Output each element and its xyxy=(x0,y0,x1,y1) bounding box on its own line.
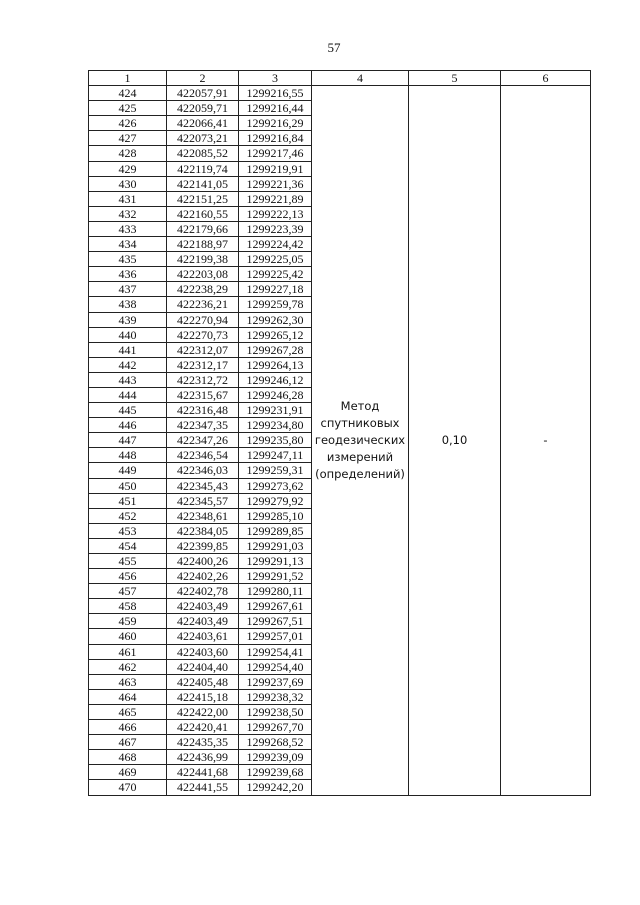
y-coordinate-cell: 1299238,32 xyxy=(239,689,312,704)
method-line: спутниковых xyxy=(320,415,400,430)
point-number-cell: 434 xyxy=(89,237,167,252)
y-coordinate-cell: 1299216,55 xyxy=(239,86,312,101)
point-number-cell: 446 xyxy=(89,418,167,433)
x-coordinate-cell: 422384,05 xyxy=(167,523,239,538)
y-coordinate-cell: 1299247,11 xyxy=(239,448,312,463)
x-coordinate-cell: 422236,21 xyxy=(167,297,239,312)
y-coordinate-cell: 1299246,12 xyxy=(239,372,312,387)
y-coordinate-cell: 1299239,68 xyxy=(239,765,312,780)
point-number-cell: 439 xyxy=(89,312,167,327)
point-number-cell: 441 xyxy=(89,342,167,357)
x-coordinate-cell: 422399,85 xyxy=(167,538,239,553)
x-coordinate-cell: 422160,55 xyxy=(167,206,239,221)
y-coordinate-cell: 1299291,52 xyxy=(239,569,312,584)
point-number-cell: 444 xyxy=(89,387,167,402)
point-number-cell: 455 xyxy=(89,554,167,569)
point-number-cell: 450 xyxy=(89,478,167,493)
y-coordinate-cell: 1299234,80 xyxy=(239,418,312,433)
point-number-cell: 425 xyxy=(89,101,167,116)
y-coordinate-cell: 1299291,13 xyxy=(239,554,312,569)
coordinates-table xyxy=(88,70,591,796)
x-coordinate-cell: 422402,26 xyxy=(167,569,239,584)
y-coordinate-cell: 1299280,11 xyxy=(239,584,312,599)
y-coordinate-cell: 1299246,28 xyxy=(239,387,312,402)
header-row xyxy=(89,71,591,86)
x-coordinate-cell: 422073,21 xyxy=(167,131,239,146)
x-coordinate-cell: 422316,48 xyxy=(167,403,239,418)
point-number-cell: 431 xyxy=(89,191,167,206)
point-number-cell: 433 xyxy=(89,221,167,236)
x-coordinate-cell: 422403,49 xyxy=(167,599,239,614)
point-number-cell: 460 xyxy=(89,629,167,644)
point-number-cell: 442 xyxy=(89,357,167,372)
point-number-cell: 451 xyxy=(89,493,167,508)
y-coordinate-cell: 1299221,36 xyxy=(239,176,312,191)
x-coordinate-cell: 422345,57 xyxy=(167,493,239,508)
point-number-cell: 464 xyxy=(89,689,167,704)
column-header: 1 xyxy=(89,71,167,86)
x-coordinate-cell: 422141,05 xyxy=(167,176,239,191)
y-coordinate-cell: 1299259,78 xyxy=(239,297,312,312)
point-number-cell: 453 xyxy=(89,523,167,538)
y-coordinate-cell: 1299231,91 xyxy=(239,403,312,418)
point-number-cell: 438 xyxy=(89,297,167,312)
x-coordinate-cell: 422415,18 xyxy=(167,689,239,704)
x-coordinate-cell: 422345,43 xyxy=(167,478,239,493)
point-number-cell: 426 xyxy=(89,116,167,131)
y-coordinate-cell: 1299279,92 xyxy=(239,493,312,508)
point-number-cell: 468 xyxy=(89,750,167,765)
y-coordinate-cell: 1299223,39 xyxy=(239,221,312,236)
point-number-cell: 458 xyxy=(89,599,167,614)
x-coordinate-cell: 422435,35 xyxy=(167,735,239,750)
y-coordinate-cell: 1299254,41 xyxy=(239,644,312,659)
point-number-cell: 454 xyxy=(89,538,167,553)
x-coordinate-cell: 422315,67 xyxy=(167,387,239,402)
y-coordinate-cell: 1299222,13 xyxy=(239,206,312,221)
y-coordinate-cell: 1299265,12 xyxy=(239,327,312,342)
point-number-cell: 436 xyxy=(89,267,167,282)
y-coordinate-cell: 1299225,42 xyxy=(239,267,312,282)
y-coordinate-cell: 1299273,62 xyxy=(239,478,312,493)
x-coordinate-cell: 422403,60 xyxy=(167,644,239,659)
y-coordinate-cell: 1299227,18 xyxy=(239,282,312,297)
x-coordinate-cell: 422403,49 xyxy=(167,614,239,629)
x-coordinate-cell: 422270,73 xyxy=(167,327,239,342)
x-coordinate-cell: 422119,74 xyxy=(167,161,239,176)
point-number-cell: 440 xyxy=(89,327,167,342)
y-coordinate-cell: 1299235,80 xyxy=(239,433,312,448)
point-number-cell: 427 xyxy=(89,131,167,146)
x-coordinate-cell: 422203,08 xyxy=(167,267,239,282)
y-coordinate-cell: 1299264,13 xyxy=(239,357,312,372)
y-coordinate-cell: 1299267,61 xyxy=(239,599,312,614)
point-number-cell: 443 xyxy=(89,372,167,387)
x-coordinate-cell: 422347,26 xyxy=(167,433,239,448)
column-header: 4 xyxy=(312,71,409,86)
x-coordinate-cell: 422348,61 xyxy=(167,508,239,523)
point-number-cell: 449 xyxy=(89,463,167,478)
point-number-cell: 437 xyxy=(89,282,167,297)
y-coordinate-cell: 1299238,50 xyxy=(239,704,312,719)
y-coordinate-cell: 1299289,85 xyxy=(239,523,312,538)
point-number-cell: 435 xyxy=(89,252,167,267)
point-number-cell: 466 xyxy=(89,720,167,735)
y-coordinate-cell: 1299225,05 xyxy=(239,252,312,267)
x-coordinate-cell: 422066,41 xyxy=(167,116,239,131)
page-number: 57 xyxy=(327,40,341,55)
x-coordinate-cell: 422151,25 xyxy=(167,191,239,206)
x-coordinate-cell: 422057,91 xyxy=(167,86,239,101)
column-header: 3 xyxy=(239,71,312,86)
point-number-cell: 463 xyxy=(89,674,167,689)
x-coordinate-cell: 422436,99 xyxy=(167,750,239,765)
point-number-cell: 424 xyxy=(89,86,167,101)
point-number-cell: 452 xyxy=(89,508,167,523)
y-coordinate-cell: 1299221,89 xyxy=(239,191,312,206)
column6-cell: - xyxy=(501,86,591,795)
y-coordinate-cell: 1299216,44 xyxy=(239,101,312,116)
method-cell xyxy=(312,86,409,795)
x-coordinate-cell: 422085,52 xyxy=(167,146,239,161)
x-coordinate-cell: 422199,38 xyxy=(167,252,239,267)
column-header: 6 xyxy=(501,71,591,86)
y-coordinate-cell: 1299216,84 xyxy=(239,131,312,146)
point-number-cell: 470 xyxy=(89,780,167,795)
accuracy-cell: 0,10 xyxy=(409,86,501,795)
point-number-cell: 445 xyxy=(89,403,167,418)
x-coordinate-cell: 422312,17 xyxy=(167,357,239,372)
y-coordinate-cell: 1299254,40 xyxy=(239,659,312,674)
point-number-cell: 448 xyxy=(89,448,167,463)
y-coordinate-cell: 1299285,10 xyxy=(239,508,312,523)
point-number-cell: 462 xyxy=(89,659,167,674)
y-coordinate-cell: 1299237,69 xyxy=(239,674,312,689)
x-coordinate-cell: 422238,29 xyxy=(167,282,239,297)
y-coordinate-cell: 1299267,28 xyxy=(239,342,312,357)
point-number-cell: 429 xyxy=(89,161,167,176)
x-coordinate-cell: 422402,78 xyxy=(167,584,239,599)
x-coordinate-cell: 422188,97 xyxy=(167,237,239,252)
y-coordinate-cell: 1299242,20 xyxy=(239,780,312,795)
y-coordinate-cell: 1299217,46 xyxy=(239,146,312,161)
x-coordinate-cell: 422404,40 xyxy=(167,659,239,674)
point-number-cell: 456 xyxy=(89,569,167,584)
y-coordinate-cell: 1299291,03 xyxy=(239,538,312,553)
method-line: геодезических xyxy=(314,432,406,447)
x-coordinate-cell: 422420,41 xyxy=(167,720,239,735)
point-number-cell: 457 xyxy=(89,584,167,599)
column-header: 2 xyxy=(167,71,239,86)
point-number-cell: 430 xyxy=(89,176,167,191)
x-coordinate-cell: 422347,35 xyxy=(167,418,239,433)
x-coordinate-cell: 422403,61 xyxy=(167,629,239,644)
x-coordinate-cell: 422346,54 xyxy=(167,448,239,463)
method-line: измерений xyxy=(326,449,394,464)
x-coordinate-cell: 422405,48 xyxy=(167,674,239,689)
y-coordinate-cell: 1299268,52 xyxy=(239,735,312,750)
x-coordinate-cell: 422441,55 xyxy=(167,780,239,795)
x-coordinate-cell: 422059,71 xyxy=(167,101,239,116)
x-coordinate-cell: 422346,03 xyxy=(167,463,239,478)
method-line: (определений) xyxy=(315,466,405,481)
method-line: Метод xyxy=(340,398,380,413)
x-coordinate-cell: 422179,66 xyxy=(167,221,239,236)
y-coordinate-cell: 1299267,70 xyxy=(239,720,312,735)
y-coordinate-cell: 1299219,91 xyxy=(239,161,312,176)
column-header: 5 xyxy=(409,71,501,86)
point-number-cell: 469 xyxy=(89,765,167,780)
x-coordinate-cell: 422400,26 xyxy=(167,554,239,569)
table-body xyxy=(89,86,591,795)
y-coordinate-cell: 1299216,29 xyxy=(239,116,312,131)
x-coordinate-cell: 422312,72 xyxy=(167,372,239,387)
x-coordinate-cell: 422270,94 xyxy=(167,312,239,327)
point-number-cell: 467 xyxy=(89,735,167,750)
y-coordinate-cell: 1299259,31 xyxy=(239,463,312,478)
point-number-cell: 447 xyxy=(89,433,167,448)
point-number-cell: 465 xyxy=(89,704,167,719)
point-number-cell: 432 xyxy=(89,206,167,221)
x-coordinate-cell: 422312,07 xyxy=(167,342,239,357)
x-coordinate-cell: 422422,00 xyxy=(167,704,239,719)
point-number-cell: 459 xyxy=(89,614,167,629)
point-number-cell: 428 xyxy=(89,146,167,161)
x-coordinate-cell: 422441,68 xyxy=(167,765,239,780)
y-coordinate-cell: 1299267,51 xyxy=(239,614,312,629)
point-number-cell: 461 xyxy=(89,644,167,659)
y-coordinate-cell: 1299262,30 xyxy=(239,312,312,327)
y-coordinate-cell: 1299224,42 xyxy=(239,237,312,252)
table-row xyxy=(89,86,591,101)
y-coordinate-cell: 1299239,09 xyxy=(239,750,312,765)
y-coordinate-cell: 1299257,01 xyxy=(239,629,312,644)
